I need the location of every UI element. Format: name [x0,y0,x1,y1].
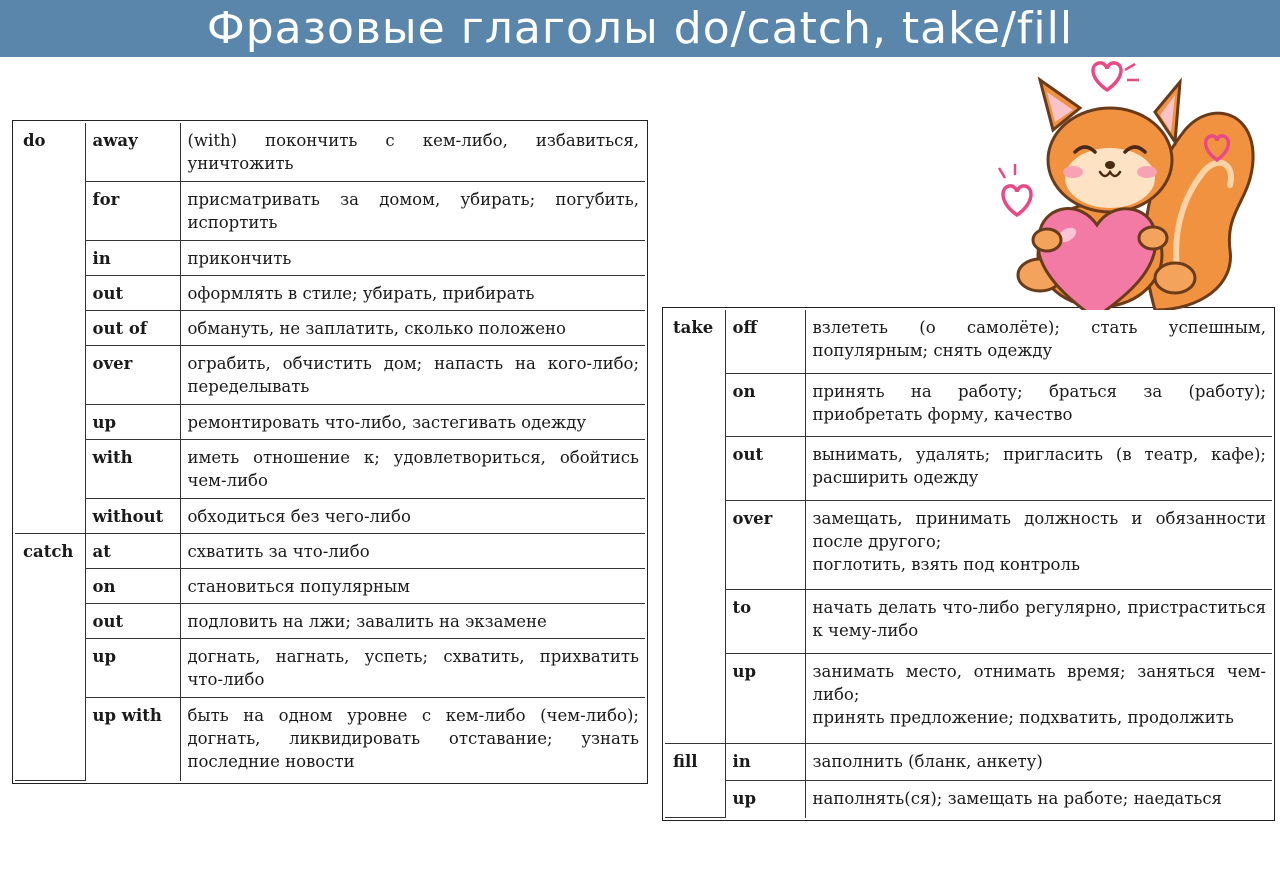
table-row [15,638,645,697]
particle-cell: away [85,123,180,182]
take-fill-table-body [665,310,1272,818]
table-row [15,534,645,569]
table-row [665,310,1272,373]
meaning-cell: вынимать, удалять; пригласить (в театр, кафе); расширить одежду [805,437,1272,501]
particle-cell: in [85,241,180,276]
table-row [15,123,645,182]
particle-cell: over [725,500,805,590]
table-row [15,603,645,638]
particle-cell: over [85,345,180,404]
meaning-cell: обходиться без чего-либо [180,499,645,534]
meaning-cell: заполнить (бланк, анкету) [805,743,1272,780]
meaning-cell: прикончить [180,241,645,276]
particle-cell: to [725,590,805,654]
meaning-cell: схватить за что-либо [180,534,645,569]
particle-cell: up [85,405,180,440]
table-row [665,781,1272,818]
table-row [665,743,1272,780]
meaning-cell: взлететь (о самолёте); стать успешным, популярным; снять одежду [805,310,1272,373]
page-title: Фразовые глаголы do/catch, take/fill [206,2,1074,54]
meaning-cell: принять на работу; браться за (работу); приобретать форму, качество [805,373,1272,437]
squirrel-with-heart-illustration [985,60,1265,310]
table-row [15,276,645,311]
table-row [665,590,1272,654]
do-catch-table-frame [12,120,648,784]
meaning-cell: начать делать что-либо регулярно, пристраститься к чему-либо [805,590,1272,654]
meaning-cell: наполнять(ся); замещать на работе; наедаться [805,781,1272,818]
particle-cell: in [725,743,805,780]
take-fill-table [665,310,1272,818]
particle-cell: out [725,437,805,501]
heart-icon [1093,63,1121,90]
particle-cell: on [725,373,805,437]
meaning-cell: ремонтировать что-либо, застегивать одежду [180,405,645,440]
do-catch-table [15,123,645,781]
table-row [15,241,645,276]
table-row [15,405,645,440]
table-row [15,345,645,404]
verb-cell: fill [665,743,725,817]
particle-cell: at [85,534,180,569]
table-row [15,697,645,780]
title-banner [0,0,1280,57]
meaning-cell: быть на одном уровне с кем-либо (чем-либо); догнать, ликвидировать отставание; узнать последние новости [180,697,645,780]
meaning-cell: (with) покончить с кем-либо, избавиться, уничтожить [180,123,645,182]
particle-cell: out [85,276,180,311]
particle-cell: for [85,182,180,241]
meaning-cell: занимать место, отнимать время; заняться чем-либо; принять предложение; подхватить, продолжить [805,653,1272,743]
table-row [665,500,1272,590]
table-row [665,373,1272,437]
take-fill-table-frame [662,307,1275,821]
table-row [15,182,645,241]
table-row [665,653,1272,743]
particle-cell: off [725,310,805,373]
meaning-cell: оформлять в стиле; убирать, прибирать [180,276,645,311]
table-row [15,568,645,603]
meaning-cell: замещать, принимать должность и обязанности после другого; поглотить, взять под контроль [805,500,1272,590]
particle-cell: up [725,781,805,818]
particle-cell: on [85,568,180,603]
meaning-cell: подловить на лжи; завалить на экзамене [180,603,645,638]
meaning-cell: ограбить, обчистить дом; напасть на кого-либо; переделывать [180,345,645,404]
verb-cell: take [665,310,725,743]
particle-cell: up [725,653,805,743]
particle-cell: up [85,638,180,697]
verb-cell: catch [15,534,85,781]
meaning-cell: становиться популярным [180,568,645,603]
particle-cell: out of [85,311,180,346]
particle-cell: out [85,603,180,638]
particle-cell: with [85,440,180,499]
particle-cell: without [85,499,180,534]
meaning-cell: обмануть, не заплатить, сколько положено [180,311,645,346]
meaning-cell: присматривать за домом, убирать; погубить, испортить [180,182,645,241]
meaning-cell: догнать, нагнать, успеть; схватить, прихватить что-либо [180,638,645,697]
do-catch-table-body [15,123,645,781]
particle-cell: up with [85,697,180,780]
table-row [15,311,645,346]
verb-cell: do [15,123,85,534]
meaning-cell: иметь отношение к; удовлетвориться, обойтись чем-либо [180,440,645,499]
table-row [665,437,1272,501]
table-row [15,499,645,534]
heart-icon [1003,186,1031,215]
table-row [15,440,645,499]
